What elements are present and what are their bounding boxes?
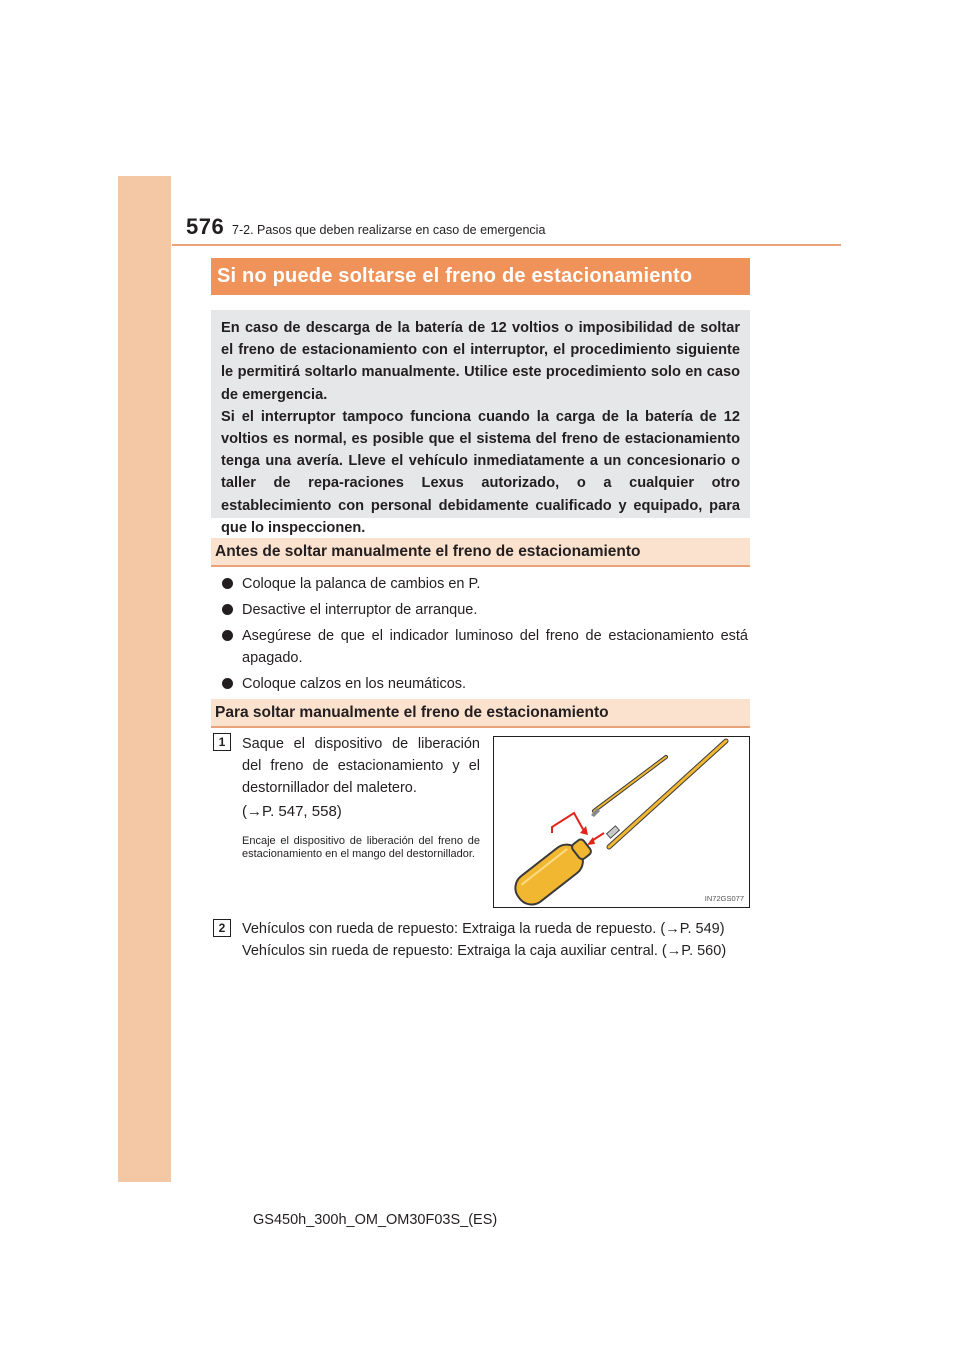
step-2-line-2: Vehículos sin rueda de repuesto: Extraiga la caja auxiliar central. (→P. 560) (242, 943, 727, 959)
intro-box (211, 310, 750, 536)
section-path: 7-2. Pasos que deben realizarse en caso de emergencia (232, 223, 546, 237)
document-code-footer: GS450h_300h_OM_OM30F03S_(ES) (253, 1212, 498, 1228)
intro-paragraph-1: En caso de descarga de la batería de 12 voltios o imposibilidad de soltar el freno de estacionamiento con el interruptor, el procedimiento siguiente le permitirá soltarlo manualmente. Utilice este procedimiento solo en caso de emergencia. (221, 320, 740, 403)
screwdriver-illustration (493, 736, 750, 908)
step-1-number: 1 (213, 733, 231, 751)
figure-code: IN72GS077 (704, 894, 744, 903)
screwdriver-and-release-tool-icon (494, 737, 749, 907)
step-2-text (242, 918, 762, 962)
list-item: Asegúrese de que el indicador luminoso del freno de estacionamiento está apagado. (222, 625, 748, 669)
chapter-sidebar-tab (118, 176, 171, 1182)
step-2-line-1: Vehículos con rueda de repuesto: Extraiga la rueda de repuesto. (→P. 549) (242, 921, 725, 937)
list-item: Coloque la palanca de cambios en P. (222, 573, 748, 595)
page-number: 576 (186, 214, 225, 239)
intro-paragraph-2: Si el interruptor tampoco funciona cuando la carga de la batería de 12 voltios es normal, es posible que el sistema del freno de estacionamiento tenga una avería. Lleve el vehículo inmediatamente a un concesionario o taller de repa-raciones Lexus autorizado, o a cualquier otro establecimiento con personal debidamente cualificado y equipado, para que lo inspeccionen. (221, 408, 740, 536)
header-rule (172, 244, 841, 246)
before-list (222, 573, 748, 699)
before-heading: Antes de soltar manualmente el freno de estacionamiento (211, 538, 750, 567)
procedure-heading: Para soltar manualmente el freno de estacionamiento (211, 699, 750, 728)
bullet-icon (222, 630, 233, 641)
step-2-number: 2 (213, 919, 231, 937)
step-1-instruction: Saque el dispositivo de liberación del freno de estacionamiento y el destornillador del maletero. (242, 736, 480, 796)
list-item: Coloque calzos en los neumáticos. (222, 673, 748, 695)
list-item: Desactive el interruptor de arranque. (222, 599, 748, 621)
step-1-text (242, 733, 480, 861)
bullet-icon (222, 578, 233, 589)
step-1-note: Encaje el dispositivo de liberación del freno de estacionamiento en el mango del destornillador. (242, 835, 480, 860)
bullet-icon (222, 678, 233, 689)
step-1-reference: (→P. 547, 558) (242, 803, 342, 820)
page-title: Si no puede soltarse el freno de estacionamiento (211, 258, 750, 295)
bullet-icon (222, 604, 233, 615)
